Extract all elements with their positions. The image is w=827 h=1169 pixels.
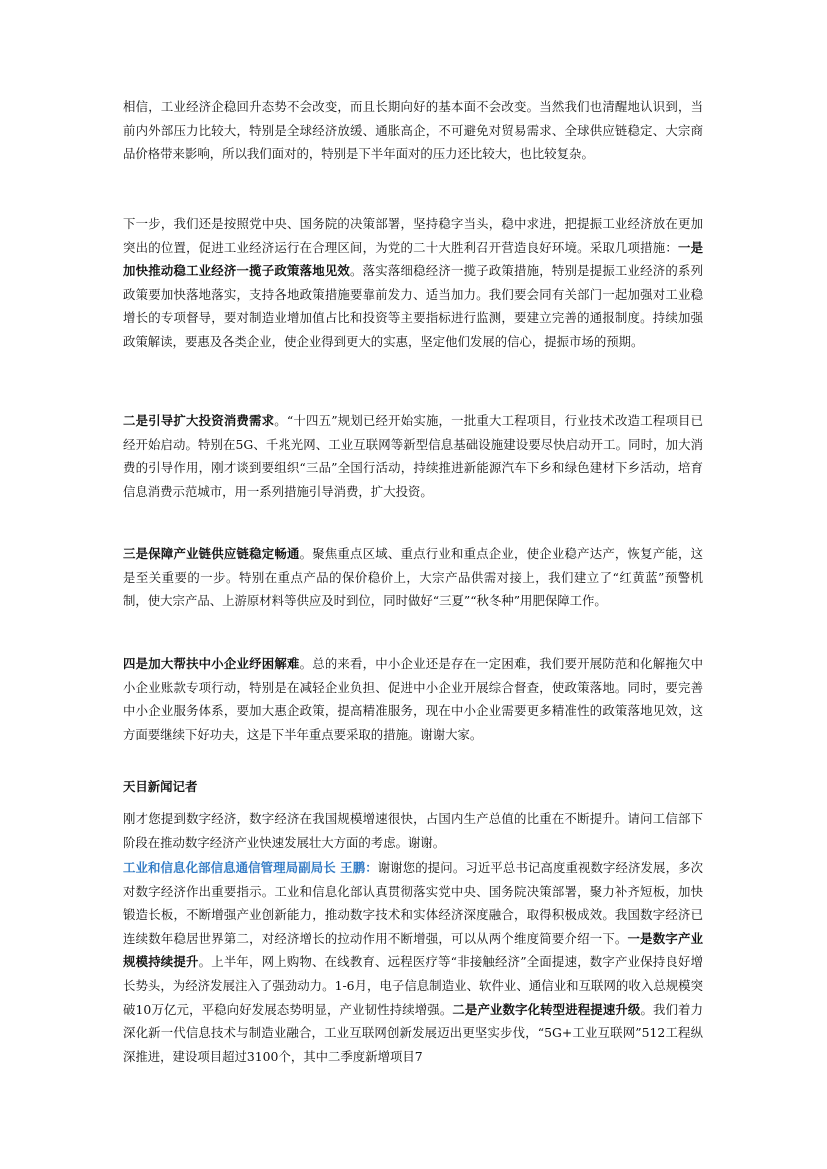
paragraph-economy-outlook (123, 95, 703, 166)
official-answer (123, 856, 703, 1068)
answer-point-one: 一是数字产业规模持续提升 (123, 930, 704, 970)
paragraph-next-steps (123, 212, 703, 354)
paragraph-text: 相信，工业经济企稳回升态势不会改变，而且长期向好的基本面不会改变。当然我们也清醒地认识到，当前内外部压力比较大，特别是全球经济放缓、通胀高企，不可避免对贸易需求、全球供应链稳定、大宗商品价格带来影响，所以我们面对的，特别是下半年面对的压力还比较大，也比较复杂。 (123, 99, 703, 162)
answer-text: 谢谢您的提问。习近平总书记高度重视数字经济发展，多次对数字经济作出重要指示。工业和信息化部认真贯彻落实党中央、国务院决策部署，聚力补齐短板，加快锻造长板，不断增强产业创新能力，推动数字技术和实体经济深度融合，取得积极成效。我国数字经济已连续数年稳居世界第二，对经济增长的拉动作用不断增强，可以从两个维度简要介绍一下。 (123, 860, 703, 946)
paragraph-text: 下一步，我们还是按照党中央、国务院的决策部署，坚持稳字当头，稳中求进，把提振工业经济放在更加突出的位置，促进工业经济运行在合理区间，为党的二十大胜利召开营造良好环境。采取几项措施： (123, 216, 703, 255)
reporter-heading (123, 775, 703, 799)
measure-three-heading: 三是保障产业链供应链稳定畅通 (123, 546, 300, 561)
speaker-label: 工业和信息化部信息通信管理局副局长 王鹏： (123, 860, 378, 875)
paragraph-text: 。聚焦重点区域、重点行业和重点企业，使企业稳产达产，恢复产能，这是至关重要的一步。特别在重点产品的保价稳价上，大宗产品供需对接上，我们建立了“红黄蓝”预警机制，使大宗产品、上游原材料等供应及时到位，同时做好“三夏”“秋冬种”用肥保障工作。 (123, 546, 704, 609)
question-text: 刚才您提到数字经济，数字经济在我国规模增速很快，占国内生产总值的比重在不断提升。请问工信部下阶段在推动数字经济产业快速发展壮大方面的考虑。谢谢。 (123, 811, 703, 850)
answer-text: 。我们着力深化新一代信息技术与制造业融合，工业互联网创新发展迈出更坚实步伐，“5G+工业互联网”512工程纵深推进，建设项目超过3100个，其中二季度新增项目7 (123, 1001, 703, 1064)
measure-two-heading: 二是引导扩大投资消费需求 (123, 413, 275, 428)
paragraph-text: 。“十四五”规划已经开始实施，一批重大工程项目，行业技术改造工程项目已经开始启动。特别在5G、千兆光网、工业互联网等新型信息基础设施建设要尽快启动开工。同时，加大消费的引导作用，刚才谈到要组织“三品”全国行活动，持续推进新能源汽车下乡和绿色建材下乡活动，培育信息消费示范城市，用一系列措施引导消费，扩大投资。 (123, 413, 704, 499)
paragraph-measure-four (123, 652, 703, 746)
measure-four-heading: 四是加大帮扶中小企业纾困解难 (123, 656, 300, 671)
measure-one-heading: 一是加快推动稳工业经济一揽子政策落地见效 (123, 239, 704, 279)
paragraph-measure-two (123, 409, 703, 503)
paragraph-measure-three (123, 542, 703, 613)
answer-point-two: 二是产业数字化转型进程提速升级 (452, 1001, 641, 1017)
paragraph-text: 。总的来看，中小企业还是存在一定困难，我们要开展防范和化解拖欠中小企业账款专项行动，特别是在减轻企业负担、促进中小企业开展综合督查，使政策落地。同时，要完善中小企业服务体系，要加大惠企政策，提高精准服务，现在中小企业需要更多精准性的政策落地见效，这方面要继续下好功夫，这是下半年重点要采取的措施。谢谢大家。 (123, 656, 704, 742)
reporter-heading-text: 天目新闻记者 (123, 779, 198, 794)
paragraph-text: 。落实落细稳经济一揽子政策措施，特别是提振工业经济的系列政策要加快落地落实，支持各地政策措施要靠前发力、适当加力。我们要会同有关部门一起加强对工业稳增长的专项督导，要对制造业增加值占比和投资等主要指标进行监测，要建立完善的通报制度。持续加强政策解读，要惠及各类企业，使企业得到更大的实惠，坚定他们发展的信心，提振市场的预期。 (123, 263, 704, 349)
reporter-question (123, 807, 703, 854)
answer-text: 。上半年，网上购物、在线教育、远程医疗等“非接触经济”全面提速，数字产业保持良好增长势头，为经济发展注入了强劲动力。1-6月，电子信息制造业、软件业、通信业和互联网的收入总规模突破10万亿元，平稳向好发展态势明显，产业韧性持续增强。 (123, 954, 704, 1017)
